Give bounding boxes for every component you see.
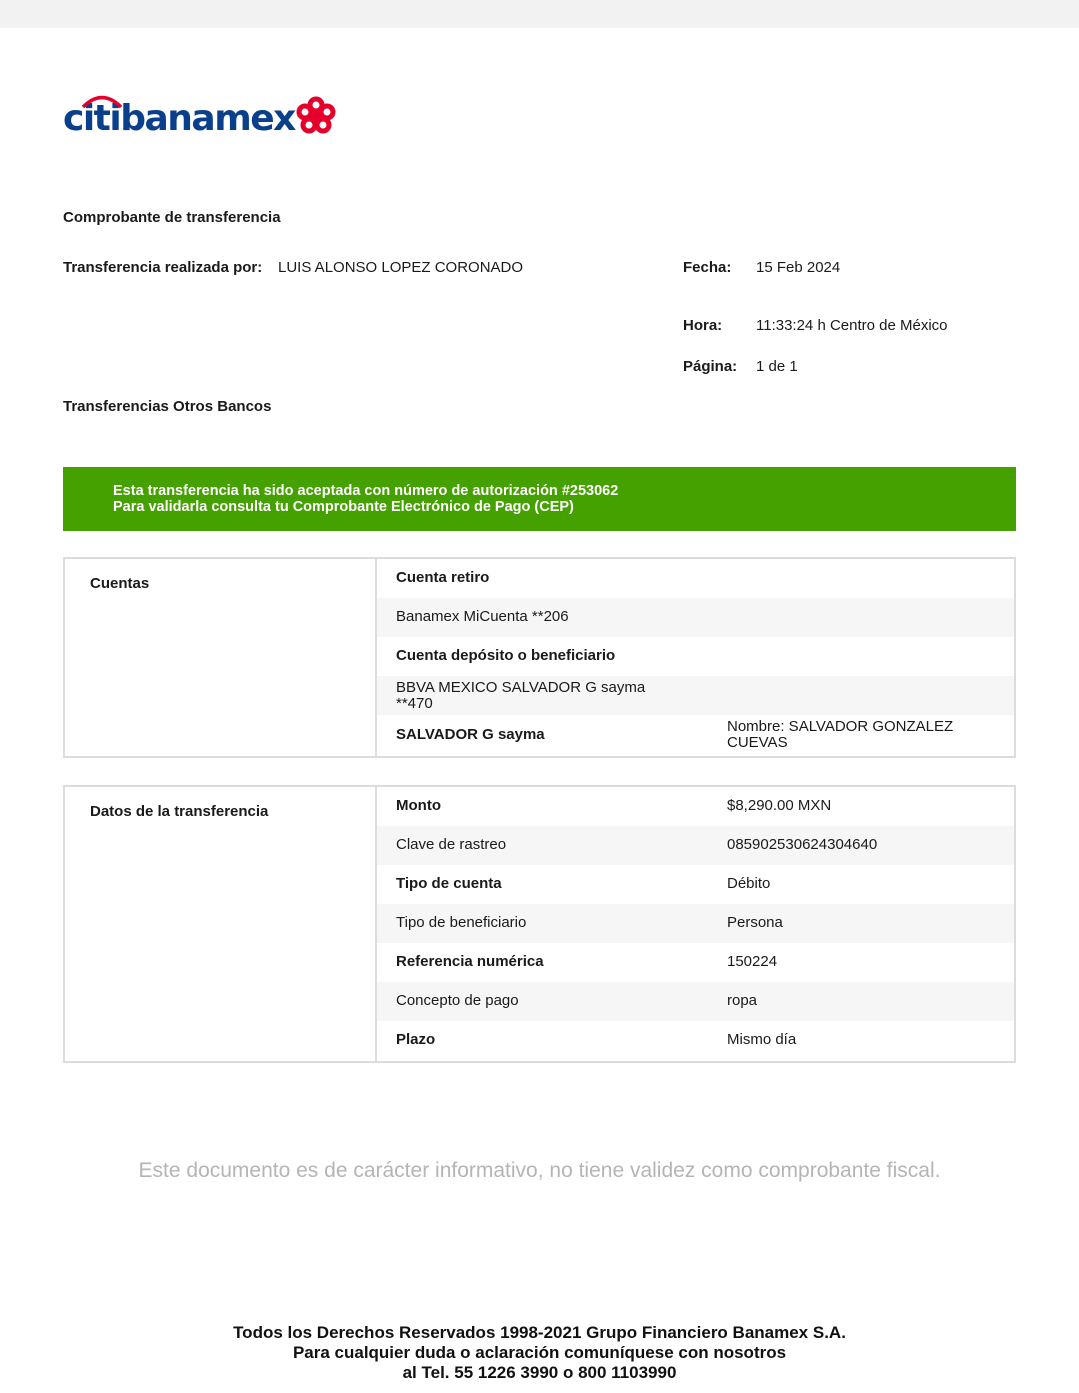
amount-label: Monto — [396, 797, 441, 814]
date-value: 15 Feb 2024 — [756, 259, 841, 276]
time-label: Hora: — [683, 317, 723, 334]
section-title: Transferencias Otros Bancos — [63, 398, 272, 415]
beneficiary-type-label: Tipo de beneficiario — [396, 914, 527, 931]
transfer-details-box — [63, 785, 1016, 1063]
deposit-account-label: Cuenta depósito o beneficiario — [396, 647, 616, 664]
table-row — [377, 676, 1014, 715]
page-label: Página: — [683, 358, 738, 375]
account-type-label: Tipo de cuenta — [396, 875, 502, 892]
payment-concept-label: Concepto de pago — [396, 992, 519, 1009]
transfer-details-label-cell — [65, 787, 377, 1061]
banner-line-1: Esta transferencia ha sido aceptada con número de autorización #253062 — [113, 483, 619, 499]
footer-line-1: Todos los Derechos Reservados 1998-2021 Grupo Financiero Banamex S.A. — [233, 1323, 846, 1342]
table-row — [377, 559, 1014, 598]
footer-line-3: al Tel. 55 1226 3990 o 800 1103990 — [402, 1363, 677, 1382]
term-label: Plazo — [396, 1031, 436, 1048]
table-row — [377, 865, 1014, 904]
logo-citi-text: citi — [63, 98, 121, 139]
beneficiary-type-value: Persona — [727, 914, 783, 931]
table-row — [377, 598, 1014, 637]
table-row — [377, 787, 1014, 826]
time-value: 11:33:24 h Centro de México — [756, 317, 948, 334]
account-type-value: Débito — [727, 875, 771, 892]
accounts-label: Cuentas — [90, 575, 150, 592]
banamex-flower-icon — [296, 96, 336, 136]
numeric-reference-label: Referencia numérica — [396, 953, 544, 970]
table-row — [377, 982, 1014, 1021]
table-row — [377, 943, 1014, 982]
withdraw-account-value: Banamex MiCuenta **206 — [396, 608, 569, 625]
beneficiary-alias: SALVADOR G sayma — [396, 726, 545, 743]
table-row — [377, 715, 1014, 754]
transfer-by-value: LUIS ALONSO LOPEZ CORONADO — [278, 259, 524, 276]
amount-value: $8,290.00 MXN — [727, 797, 832, 814]
transfer-details-label: Datos de la transferencia — [90, 803, 269, 820]
tracking-key-label: Clave de rastreo — [396, 836, 507, 853]
tracking-key-value: 085902530624304640 — [727, 836, 878, 853]
transfer-details-rows — [377, 787, 1014, 1060]
table-row — [377, 637, 1014, 676]
accounts-label-cell — [65, 559, 377, 756]
term-value: Mismo día — [727, 1031, 797, 1048]
banner-line-2: Para validarla consulta tu Comprobante Electrónico de Pago (CEP) — [113, 499, 574, 515]
payment-concept-value: ropa — [727, 992, 758, 1009]
table-row — [377, 1021, 1014, 1060]
footer — [0, 1323, 1079, 1383]
table-row — [377, 826, 1014, 865]
fiscal-disclaimer: Este documento es de carácter informativo, no tiene validez como comprobante fiscal. — [138, 1159, 941, 1182]
authorization-banner — [63, 467, 1016, 531]
citi-arc-icon — [81, 94, 123, 108]
accounts-rows — [377, 559, 1014, 754]
footer-line-2: Para cualquier duda o aclaración comuníquese con nosotros — [292, 1343, 787, 1362]
top-bar — [0, 0, 1079, 28]
document-title: Comprobante de transferencia — [63, 209, 281, 226]
table-row — [377, 904, 1014, 943]
transfer-by-label: Transferencia realizada por: — [63, 259, 263, 276]
beneficiary-name: Nombre: SALVADOR GONZALEZ CUEVAS — [727, 718, 954, 751]
page-value: 1 de 1 — [756, 358, 798, 375]
date-label: Fecha: — [683, 259, 732, 276]
withdraw-account-label: Cuenta retiro — [396, 569, 490, 586]
deposit-account-value: BBVA MEXICO SALVADOR G sayma **470 — [396, 679, 646, 712]
accounts-box — [63, 557, 1016, 758]
logo-banamex-text: banamex — [120, 98, 295, 139]
numeric-reference-value: 150224 — [727, 953, 778, 970]
citibanamex-logo — [63, 94, 336, 144]
